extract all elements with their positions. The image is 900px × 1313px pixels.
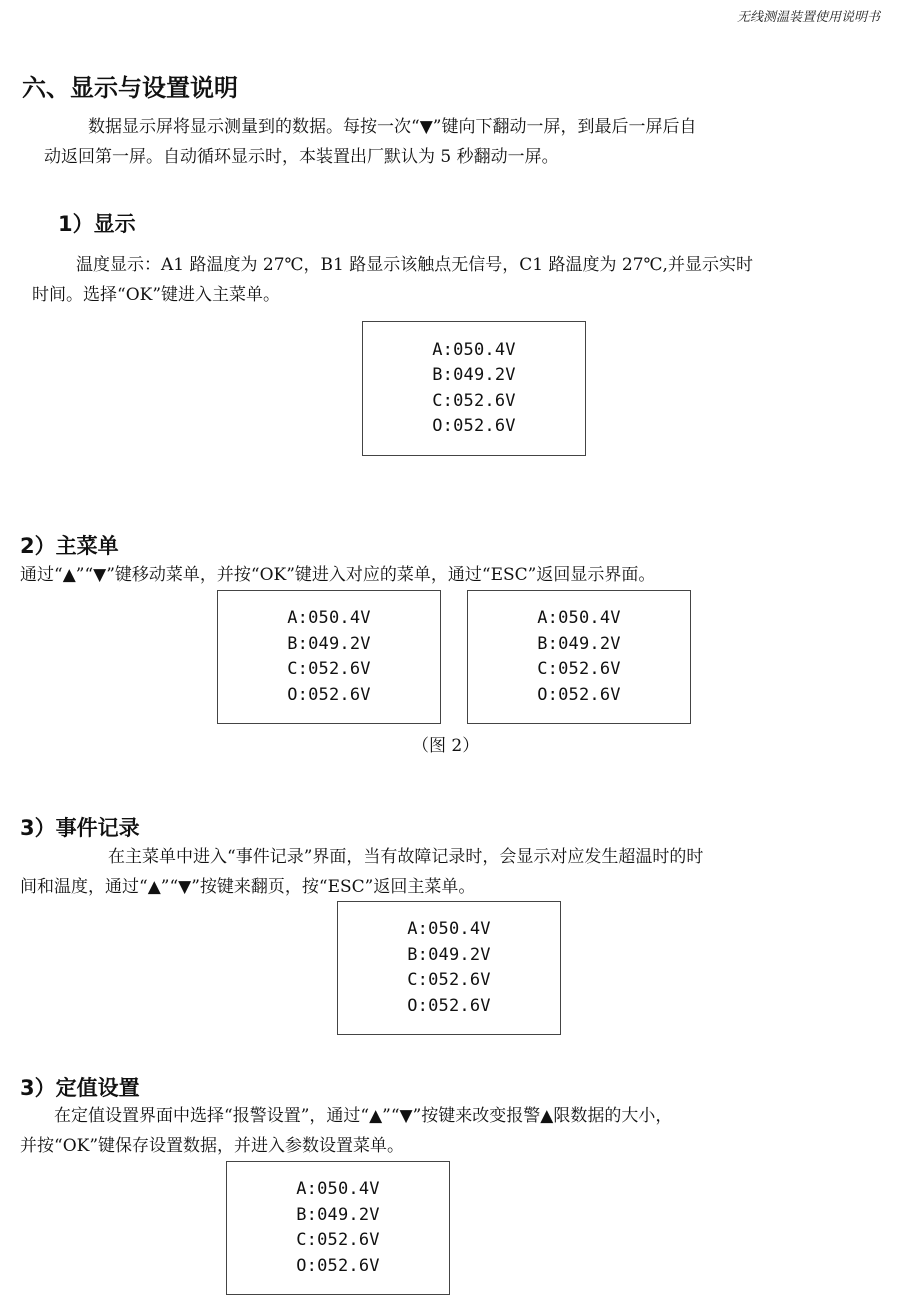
screen-line-a: A:050.4V <box>537 608 621 628</box>
display-heading: 1）显示 <box>58 212 136 236</box>
intro-paragraph-line-1: 数据显示屏将显示测量到的数据。每按一次“▼”键向下翻动一屏，到最后一屏后自 <box>88 117 697 137</box>
screen-line-a: A:050.4V <box>432 339 516 360</box>
display-paragraph-line-2: 时间。选择“OK”键进入主菜单。 <box>32 285 281 305</box>
screen-line-b: B:049.2V <box>432 365 516 385</box>
document-header-title: 无线测温装置使用说明书 <box>736 10 880 25</box>
screen-line-c: C:052.6V <box>407 970 491 990</box>
intro-paragraph-line-2: 动返回第一屏。自动循环显示时，本装置出厂默认为 5 秒翻动一屏。 <box>44 147 559 167</box>
screen-line-c: C:052.6V <box>296 1230 380 1250</box>
screen-line-c: C:052.6V <box>432 390 516 411</box>
screen-line-b: B:049.2V <box>287 633 371 654</box>
screen-line-c: C:052.6V <box>537 659 621 679</box>
main-menu-heading: 2）主菜单 <box>20 534 119 558</box>
figure-caption: （图 2） <box>412 736 480 756</box>
main-menu-screen-left <box>217 590 441 724</box>
event-log-paragraph-line-1: 在主菜单中进入“事件记录”界面，当有故障记录时，会显示对应发生超温时的时 <box>108 847 704 867</box>
screen-line-b: B:049.2V <box>537 633 621 654</box>
section-title: 六、显示与设置说明 <box>22 74 238 102</box>
screen-line-o: O:052.6V <box>296 1255 380 1276</box>
display-paragraph-line-1: 温度显示：A1 路温度为 27℃，B1 路显示该触点无信号，C1 路温度为 27℃,并显示实时 <box>76 255 753 275</box>
main-menu-paragraph: 通过“▲”“▼”键移动菜单，并按“OK”键进入对应的菜单，通过“ESC”返回显示界面。 <box>20 565 656 585</box>
screen-line-o: O:052.6V <box>432 416 516 436</box>
screen-line-b: B:049.2V <box>407 944 491 965</box>
event-log-heading: 3）事件记录 <box>20 816 140 840</box>
screen-line-o: O:052.6V <box>407 995 491 1016</box>
screen-line-a: A:050.4V <box>407 919 491 939</box>
screen-line-a: A:050.4V <box>287 608 371 628</box>
setpoint-paragraph-line-1: 在定值设置界面中选择“报警设置”，通过“▲”“▼”按键来改变报警▲限数据的大小， <box>54 1106 673 1126</box>
event-log-paragraph-line-2: 间和温度，通过“▲”“▼”按键来翻页，按“ESC”返回主菜单。 <box>20 877 476 897</box>
main-menu-screen-right <box>467 590 691 724</box>
setpoint-paragraph-line-2: 并按“OK”键保存设置数据，并进入参数设置菜单。 <box>20 1136 405 1156</box>
screen-line-b: B:049.2V <box>296 1204 380 1225</box>
screen-line-c: C:052.6V <box>287 659 371 679</box>
setpoint-heading: 3）定值设置 <box>20 1076 140 1100</box>
screen-line-o: O:052.6V <box>287 684 371 705</box>
event-log-screen-box <box>337 901 561 1035</box>
setpoint-screen-box <box>226 1161 450 1295</box>
screen-line-o: O:052.6V <box>537 684 621 705</box>
display-screen-box <box>362 321 586 456</box>
screen-line-a: A:050.4V <box>296 1179 380 1199</box>
